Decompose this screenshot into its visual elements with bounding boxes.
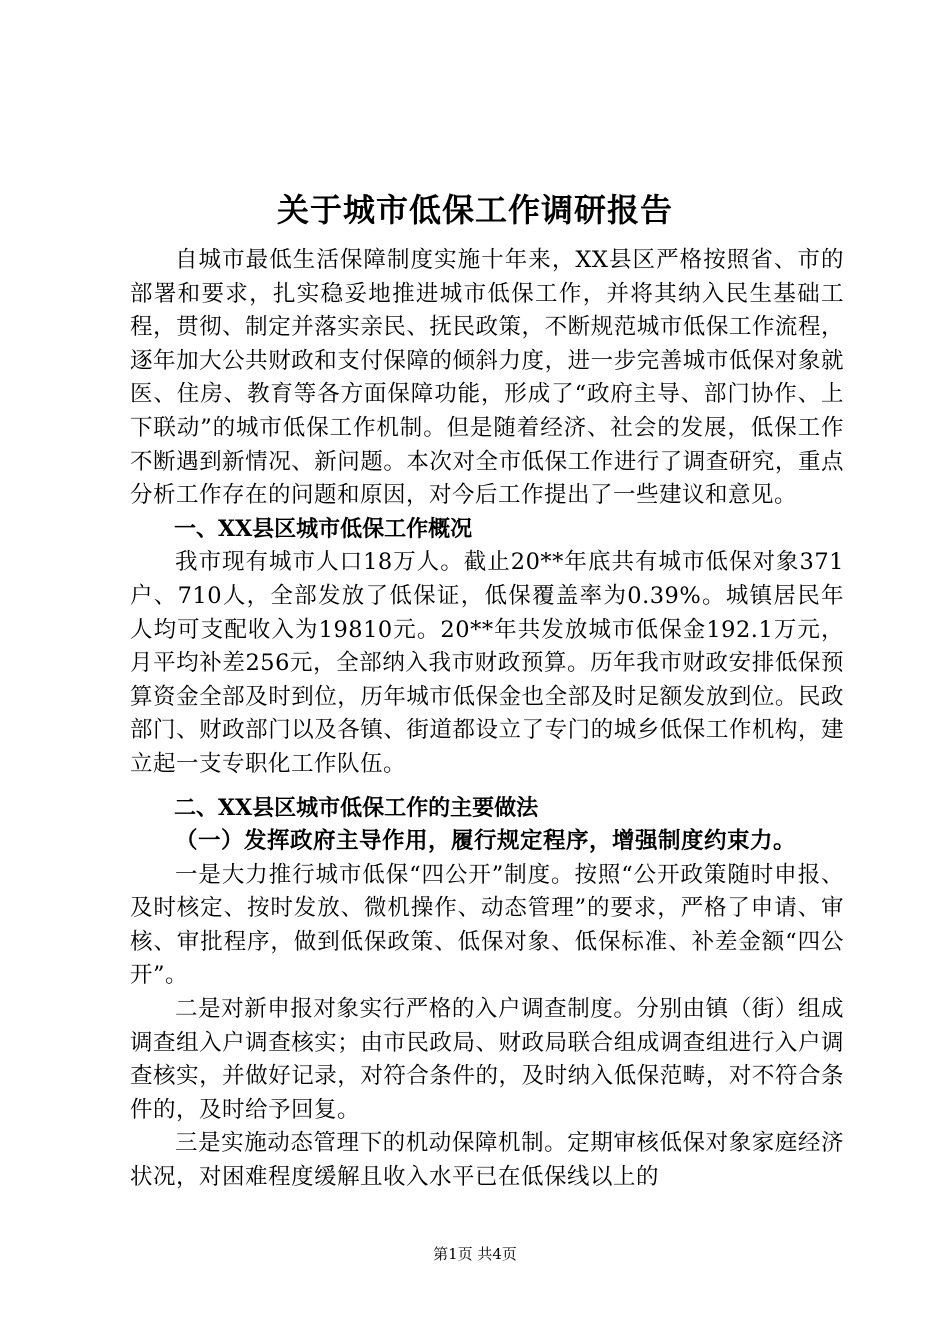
section-2-paragraph-1: 一是大力推行城市低保“四公开”制度。按照“公开政策随时申报、及时核定、按时发放、微机操作、动态管理”的要求，严格了申请、审核、审批程序，做到低保政策、低保对象、低保标准、补差金额“四公开”。 <box>130 861 844 989</box>
section-2-paragraph-3: 三是实施动态管理下的机动保障机制。定期审核低保对象家庭经济状况，对困难程度缓解且收入水平已在低保线以上的 <box>130 1130 844 1191</box>
intro-paragraph: 自城市最低生活保障制度实施十年来，XX县区严格按照省、市的部署和要求，扎实稳妥地推进城市低保工作，并将其纳入民生基础工程，贯彻、制定并落实亲民、抚民政策，不断规范城市低保工作流程，逐年加大公共财政和支付保障的倾斜力度，进一步完善城市低保对象就医、住房、教育等各方面保障功能，形成了“政府主导、部门协作、上下联动”的城市低保工作机制。但是随着经济、社会的发展，低保工作不断遇到新情况、新问题。本次对全市低保工作进行了调查研究，重点分析工作存在的问题和原因，对今后工作提出了一些建议和意见。 <box>130 247 844 509</box>
section-2-heading: 二、XX县区城市低保工作的主要做法 <box>174 794 539 821</box>
section-1-heading: 一、XX县区城市低保工作概况 <box>174 515 473 542</box>
document-title: 关于城市低保工作调研报告 <box>276 191 673 229</box>
page-footer: 第1页 共4页 <box>433 1245 517 1263</box>
section-1-paragraph: 我市现有城市人口18万人。截止20**年底共有城市低保对象371户、710人，全部发放了低保证，低保覆盖率为0.39%。城镇居民年人均可支配收入为19810元。20**年共发放城市低保金192.1万元，月平均补差256元，全部纳入我市财政预算。历年我市财政安排低保预算资金全部及时到位，历年城市低保金也全部及时足额发放到位。民政部门、财政部门以及各镇、街道都设立了专门的城乡低保工作机构，建立起一支专职化工作队伍。 <box>130 549 844 777</box>
section-2-subheading-1: （一）发挥政府主导作用，履行规定程序，增强制度约束力。 <box>175 828 797 855</box>
document-body <box>130 182 844 1195</box>
section-2-paragraph-2: 二是对新申报对象实行严格的入户调查制度。分别由镇（街）组成调查组入户调查核实；由市民政局、财政局联合组成调查组进行入户调查核实，并做好记录，对符合条件的，及时纳入低保范畴，对不符合条件的，及时给予回复。 <box>130 996 844 1123</box>
